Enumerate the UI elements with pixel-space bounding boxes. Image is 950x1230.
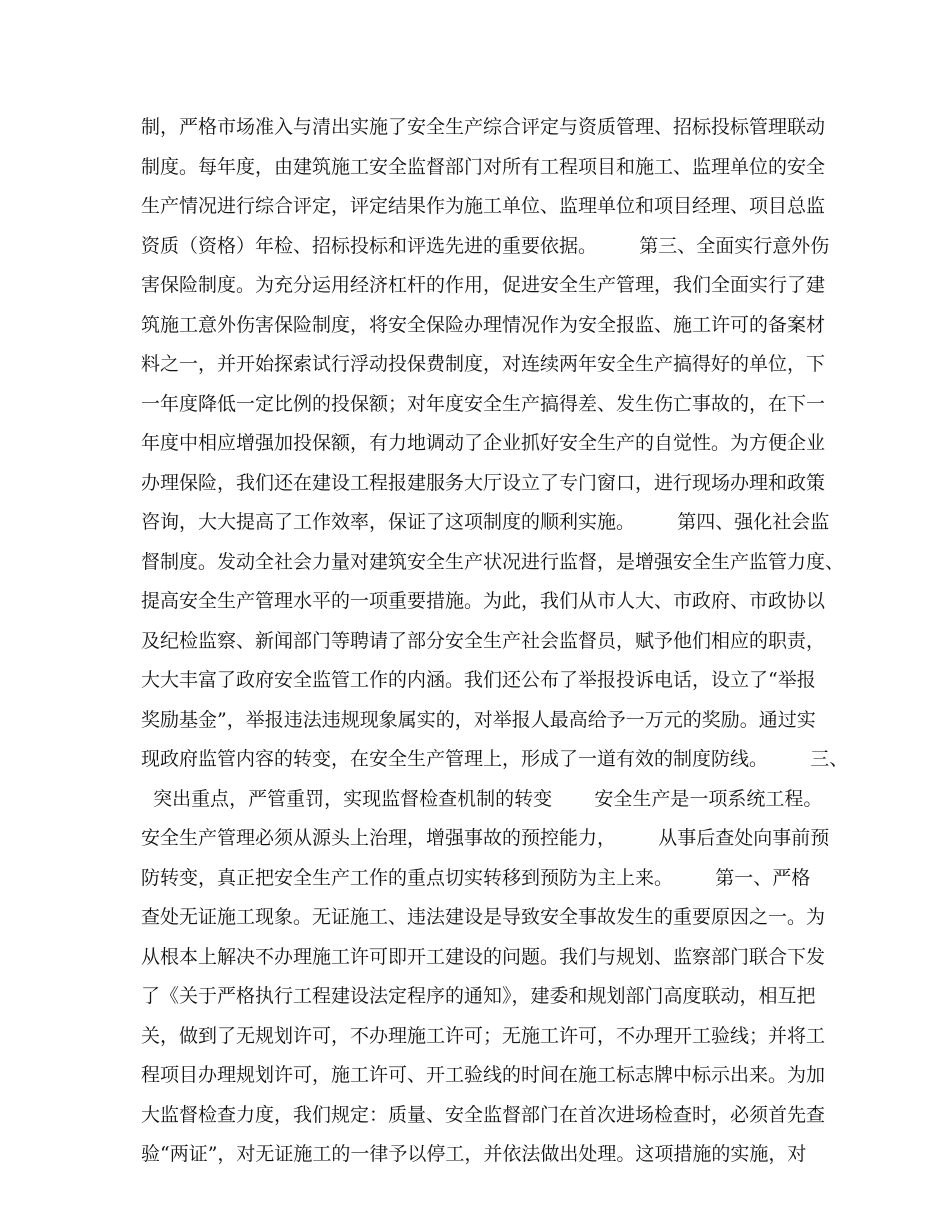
text-line: 查处无证施工现象。无证施工、违法建设是导致安全事故发生的重要原因之一。为 <box>141 906 826 928</box>
text-line: 筑施工意外伤害保险制度，将安全保险办理情况作为安全报监、施工许可的备案材 <box>141 313 826 336</box>
text-line: 奖励基金”，举报违法违规现象属实的，对举报人最高给予一万元的奖励。通过实 <box>141 708 816 731</box>
text-line: 大大丰富了政府安全监管工作的内涵。我们还公布了举报投诉电话，设立了“举报 <box>141 669 816 691</box>
text-line: 咨询，大大提高了工作效率，保证了这项制度的顺利实施。 第四、强化社会监 <box>141 511 830 533</box>
text-line: 从根本上解决不办理施工许可即开工建设的问题。我们与规划、监察部门联合下发 <box>141 945 826 968</box>
text-line: 现政府监管内容的转变，在安全生产管理上，形成了一道有效的制度防线。 三、 <box>141 748 849 770</box>
text-line: 资质（资格）年检、招标投标和评选先进的重要依据。 第三、全面实行意外伤 <box>141 234 830 257</box>
text-line: 防转变，真正把安全生产工作的重点切实转移到预防为主上来。 第一、严格 <box>141 866 811 889</box>
text-line: 提高安全生产管理水平的一项重要措施。为此，我们从市人大、市政府、市政协以 <box>141 590 826 612</box>
text-line: 年度中相应增强加投保额，有力地调动了企业抓好安全生产的自觉性。为方便企业 <box>141 432 826 454</box>
text-line: 督制度。发动全社会力量对建筑安全生产状况进行监督，是增强安全生产监管力度、 <box>141 550 845 573</box>
text-line: 突出重点，严管重罚，实现监督检查机制的转变 安全生产是一项系统工程。 <box>141 787 823 810</box>
text-line: 验“两证”，对无证施工的一律予以停工，并依法做出处理。这项措施的实施，对 <box>141 1143 807 1165</box>
text-line: 害保险制度。为充分运用经济杠杆的作用，促进安全生产管理，我们全面实行了建 <box>141 274 826 296</box>
text-line: 及纪检监察、新闻部门等聘请了部分安全生产社会监督员，赋予他们相应的职责， <box>141 629 826 652</box>
text-line: 料之一，并开始探索试行浮动投保费制度，对连续两年安全生产搞得好的单位，下 <box>141 353 826 375</box>
text-line: 办理保险，我们还在建设工程报建服务大厅设立了专门窗口，进行现场办理和政策 <box>141 471 826 494</box>
text-line: 了《关于严格执行工程建设法定程序的通知》，建委和规划部门高度联动，相互把 <box>141 985 816 1007</box>
text-line: 程项目办理规划许可，施工许可、开工验线的时间在施工标志牌中标示出来。为加 <box>141 1064 826 1086</box>
text-line: 生产情况进行综合评定，评定结果作为施工单位、监理单位和项目经理、项目总监 <box>141 195 826 217</box>
text-line: 一年度降低一定比例的投保额；对年度安全生产搞得差、发生伤亡事故的，在下一 <box>141 392 826 415</box>
text-line: 安全生产管理必须从源头上治理，增强事故的预控能力， 从事后查处向事前预 <box>141 827 830 849</box>
text-line: 大监督检查力度，我们规定：质量、安全监督部门在首次进场检查时，必须首先查 <box>141 1103 826 1126</box>
text-line: 制度。每年度，由建筑施工安全监督部门对所有工程项目和施工、监理单位的安全 <box>141 155 826 178</box>
text-line: 制，严格市场准入与清出实施了安全生产综合评定与资质管理、招标投标管理联动 <box>141 116 826 138</box>
text-line: 关，做到了无规划许可，不办理施工许可；无施工许可，不办理开工验线；并将工 <box>141 1024 826 1047</box>
body-text <box>141 108 849 1175</box>
